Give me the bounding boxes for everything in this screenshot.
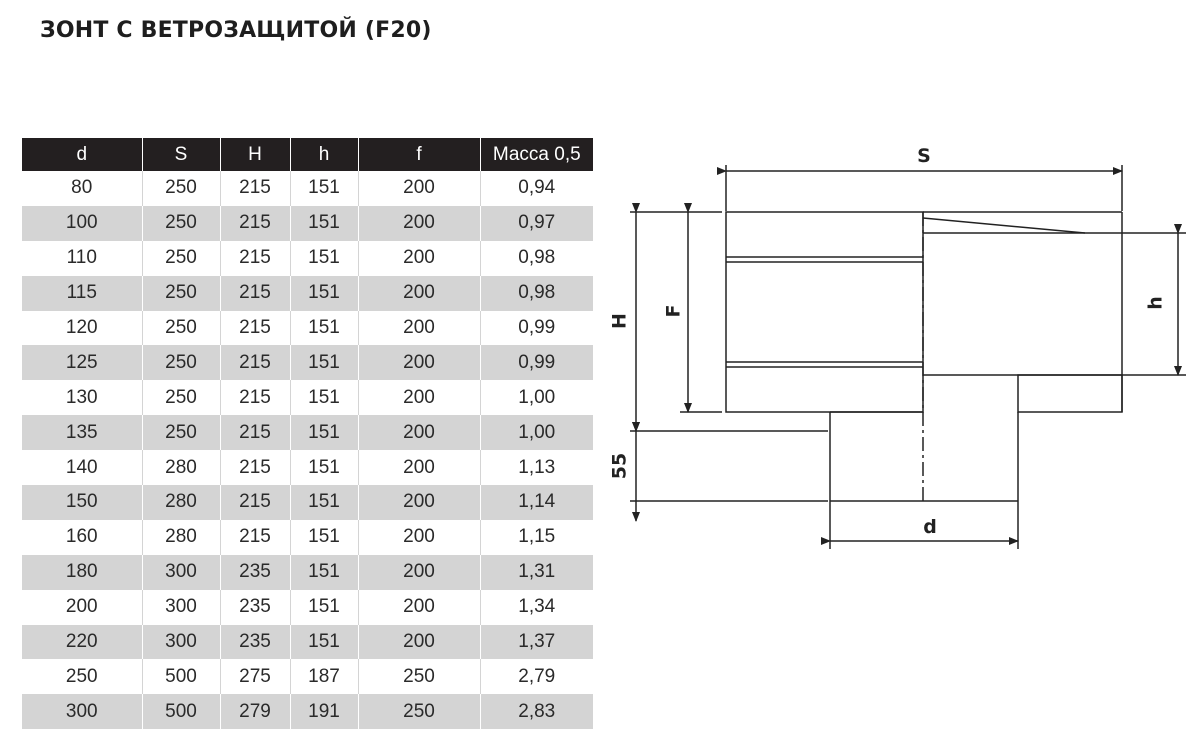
column-header-f: f bbox=[358, 138, 480, 171]
page-title: ЗОНТ С ВЕТРОЗАЩИТОЙ (F20) bbox=[40, 18, 432, 43]
cell-f: 200 bbox=[358, 590, 480, 625]
cell-f: 200 bbox=[358, 380, 480, 415]
column-header-mass: Масса 0,5 bbox=[480, 138, 593, 171]
cell-h-upper: 279 bbox=[220, 694, 290, 729]
cell-f: 200 bbox=[358, 311, 480, 346]
table-row bbox=[22, 555, 593, 590]
cell-d: 115 bbox=[22, 276, 142, 311]
cell-s: 250 bbox=[142, 241, 220, 276]
cell-mass: 0,94 bbox=[480, 171, 593, 206]
table-row bbox=[22, 241, 593, 276]
cell-h-lower: 151 bbox=[290, 450, 358, 485]
cell-f: 200 bbox=[358, 450, 480, 485]
table-row bbox=[22, 520, 593, 555]
cell-d: 160 bbox=[22, 520, 142, 555]
cell-mass: 0,98 bbox=[480, 276, 593, 311]
cell-mass: 1,00 bbox=[480, 415, 593, 450]
cell-d: 180 bbox=[22, 555, 142, 590]
cell-f: 200 bbox=[358, 276, 480, 311]
cell-f: 250 bbox=[358, 694, 480, 729]
cell-d: 250 bbox=[22, 659, 142, 694]
label-h-upper: H bbox=[608, 313, 631, 329]
cell-mass: 0,98 bbox=[480, 241, 593, 276]
cell-s: 500 bbox=[142, 694, 220, 729]
cell-h-lower: 151 bbox=[290, 345, 358, 380]
cell-d: 150 bbox=[22, 485, 142, 520]
table-row bbox=[22, 206, 593, 241]
cell-s: 280 bbox=[142, 520, 220, 555]
cell-s: 300 bbox=[142, 555, 220, 590]
cell-h-lower: 151 bbox=[290, 520, 358, 555]
cell-h-upper: 215 bbox=[220, 380, 290, 415]
cell-h-upper: 215 bbox=[220, 276, 290, 311]
cell-mass: 2,83 bbox=[480, 694, 593, 729]
cell-f: 200 bbox=[358, 171, 480, 206]
cell-f: 200 bbox=[358, 241, 480, 276]
cell-h-upper: 215 bbox=[220, 485, 290, 520]
cell-s: 300 bbox=[142, 625, 220, 660]
label-s: S bbox=[917, 145, 931, 167]
cell-h-upper: 275 bbox=[220, 659, 290, 694]
column-header-d: d bbox=[22, 138, 142, 171]
label-f: F bbox=[662, 304, 685, 318]
cell-d: 130 bbox=[22, 380, 142, 415]
cell-h-lower: 151 bbox=[290, 311, 358, 346]
cell-f: 200 bbox=[358, 415, 480, 450]
cell-h-upper: 215 bbox=[220, 171, 290, 206]
table-row bbox=[22, 171, 593, 206]
table-row bbox=[22, 590, 593, 625]
cell-h-upper: 215 bbox=[220, 345, 290, 380]
cell-h-lower: 151 bbox=[290, 590, 358, 625]
table-row bbox=[22, 345, 593, 380]
cell-h-upper: 215 bbox=[220, 241, 290, 276]
cell-mass: 1,31 bbox=[480, 555, 593, 590]
cell-d: 110 bbox=[22, 241, 142, 276]
left-body-outline bbox=[726, 212, 923, 412]
table-row bbox=[22, 625, 593, 660]
table-row bbox=[22, 276, 593, 311]
column-header-h-lower: h bbox=[290, 138, 358, 171]
table-header-row bbox=[22, 138, 593, 171]
cell-mass: 1,15 bbox=[480, 520, 593, 555]
cell-mass: 0,99 bbox=[480, 311, 593, 346]
label-55: 55 bbox=[608, 452, 631, 480]
cell-h-lower: 151 bbox=[290, 171, 358, 206]
cell-h-lower: 151 bbox=[290, 380, 358, 415]
table-row bbox=[22, 450, 593, 485]
cell-d: 125 bbox=[22, 345, 142, 380]
cell-mass: 1,14 bbox=[480, 485, 593, 520]
table-row bbox=[22, 659, 593, 694]
cell-d: 135 bbox=[22, 415, 142, 450]
specification-table bbox=[22, 138, 593, 729]
label-d: d bbox=[923, 516, 937, 538]
cell-h-lower: 151 bbox=[290, 415, 358, 450]
cell-h-upper: 235 bbox=[220, 625, 290, 660]
table-row bbox=[22, 311, 593, 346]
cell-h-upper: 215 bbox=[220, 450, 290, 485]
cell-f: 200 bbox=[358, 206, 480, 241]
cell-h-upper: 215 bbox=[220, 311, 290, 346]
cell-f: 250 bbox=[358, 659, 480, 694]
cell-mass: 0,99 bbox=[480, 345, 593, 380]
cell-d: 220 bbox=[22, 625, 142, 660]
cell-mass: 0,97 bbox=[480, 206, 593, 241]
cell-h-lower: 151 bbox=[290, 276, 358, 311]
cell-h-upper: 215 bbox=[220, 206, 290, 241]
table-row bbox=[22, 415, 593, 450]
table-row bbox=[22, 380, 593, 415]
cell-h-lower: 151 bbox=[290, 555, 358, 590]
table-body bbox=[22, 171, 593, 729]
cell-d: 140 bbox=[22, 450, 142, 485]
cell-mass: 1,00 bbox=[480, 380, 593, 415]
cell-d: 300 bbox=[22, 694, 142, 729]
cell-s: 250 bbox=[142, 206, 220, 241]
cell-mass: 1,37 bbox=[480, 625, 593, 660]
cell-h-lower: 151 bbox=[290, 625, 358, 660]
cell-d: 100 bbox=[22, 206, 142, 241]
cell-s: 280 bbox=[142, 485, 220, 520]
cell-h-upper: 215 bbox=[220, 520, 290, 555]
cap-slope bbox=[923, 218, 1085, 233]
cell-h-lower: 151 bbox=[290, 485, 358, 520]
side-outlet bbox=[1018, 375, 1122, 412]
column-header-h-upper: H bbox=[220, 138, 290, 171]
cell-f: 200 bbox=[358, 625, 480, 660]
cell-s: 250 bbox=[142, 345, 220, 380]
cell-mass: 2,79 bbox=[480, 659, 593, 694]
column-header-s: S bbox=[142, 138, 220, 171]
cell-f: 200 bbox=[358, 555, 480, 590]
cell-f: 200 bbox=[358, 345, 480, 380]
label-h-lower: h bbox=[1144, 296, 1167, 310]
cell-s: 300 bbox=[142, 590, 220, 625]
cell-h-upper: 235 bbox=[220, 590, 290, 625]
cell-f: 200 bbox=[358, 520, 480, 555]
cell-d: 120 bbox=[22, 311, 142, 346]
cell-s: 250 bbox=[142, 415, 220, 450]
cell-h-upper: 215 bbox=[220, 415, 290, 450]
cell-s: 500 bbox=[142, 659, 220, 694]
cell-h-lower: 191 bbox=[290, 694, 358, 729]
cell-mass: 1,34 bbox=[480, 590, 593, 625]
cell-h-lower: 187 bbox=[290, 659, 358, 694]
cell-d: 200 bbox=[22, 590, 142, 625]
cell-s: 250 bbox=[142, 380, 220, 415]
cell-h-lower: 151 bbox=[290, 206, 358, 241]
umbrella-dimension-diagram bbox=[600, 135, 1196, 555]
cell-h-lower: 151 bbox=[290, 241, 358, 276]
cell-mass: 1,13 bbox=[480, 450, 593, 485]
table-row bbox=[22, 485, 593, 520]
cell-s: 250 bbox=[142, 171, 220, 206]
cell-f: 200 bbox=[358, 485, 480, 520]
cell-s: 250 bbox=[142, 276, 220, 311]
cell-h-upper: 235 bbox=[220, 555, 290, 590]
cell-s: 280 bbox=[142, 450, 220, 485]
cell-s: 250 bbox=[142, 311, 220, 346]
cell-d: 80 bbox=[22, 171, 142, 206]
table-row bbox=[22, 694, 593, 729]
